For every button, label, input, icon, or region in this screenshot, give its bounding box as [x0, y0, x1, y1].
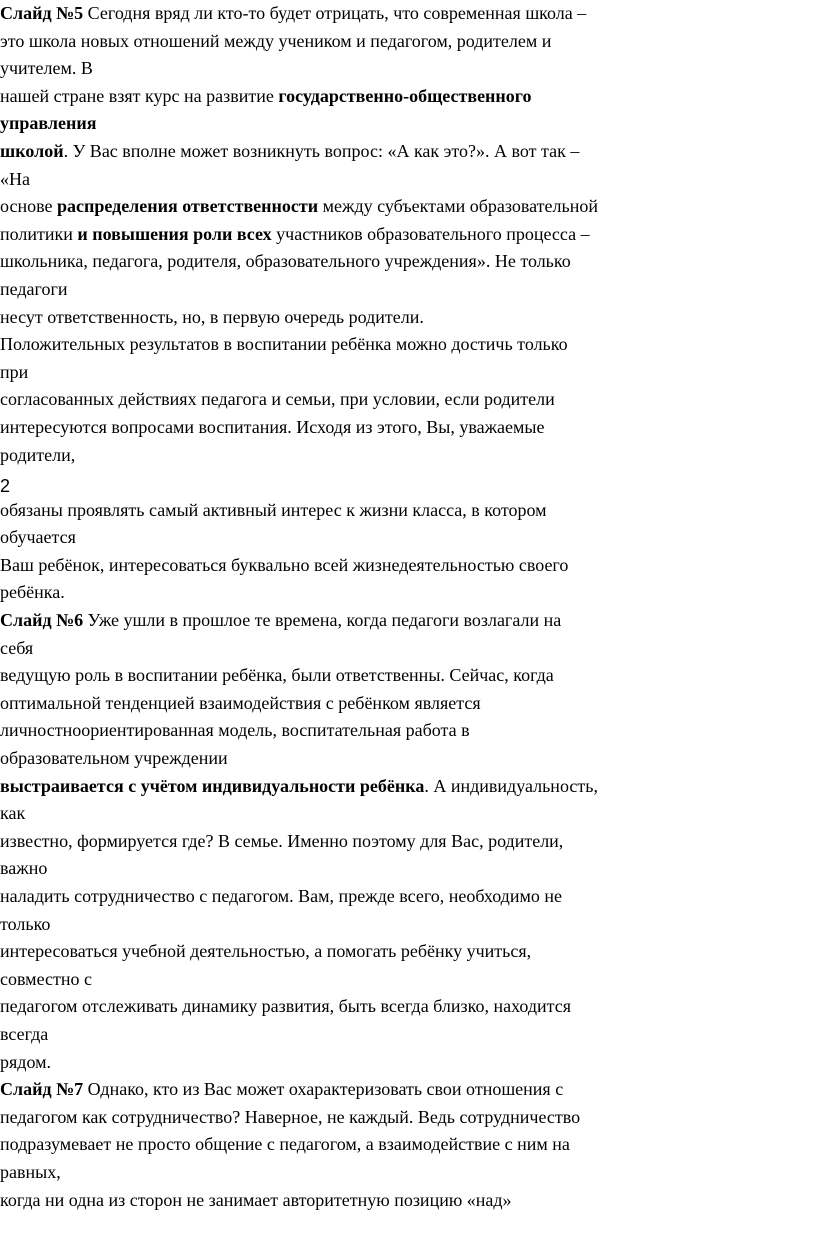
- text-segment: всегда: [0, 1023, 49, 1044]
- text-line: [0, 359, 816, 387]
- bold-text: и повышения роли всех: [77, 223, 272, 244]
- text-segment: интересуются вопросами воспитания. Исходя из этого, Вы, уважаемые: [0, 416, 545, 437]
- text-line: [0, 442, 816, 470]
- text-segment: Однако, кто из Вас может охарактеризовать свои отношения с: [83, 1079, 564, 1100]
- text-segment: рядом.: [0, 1051, 51, 1072]
- text-line: [0, 414, 816, 442]
- text-line: [0, 745, 816, 773]
- text-line: [0, 304, 816, 332]
- text-segment: как: [0, 803, 26, 824]
- text-line: [0, 828, 816, 856]
- text-line: [0, 635, 816, 663]
- text-segment: школьника, педагога, родителя, образовательного учреждения». Не только: [0, 251, 571, 272]
- bold-text: школой: [0, 140, 64, 161]
- text-line: [0, 800, 816, 828]
- text-segment: образовательном учреждении: [0, 748, 228, 769]
- text-segment: педагогом как сотрудничество? Наверное, не каждый. Ведь сотрудничество: [0, 1106, 581, 1127]
- page-number: 2: [0, 476, 11, 497]
- text-segment: только: [0, 913, 51, 934]
- text-line: [0, 83, 816, 111]
- text-line: [0, 938, 816, 966]
- text-line: [0, 1076, 816, 1104]
- text-line: [0, 773, 816, 801]
- text-line: [0, 690, 816, 718]
- text-segment: Ваш ребёнок, интересоваться буквально всей жизнедеятельностью своего: [0, 554, 569, 575]
- text-line: [0, 497, 816, 525]
- text-segment: оптимальной тенденцией взаимодействия с ребёнком является: [0, 692, 481, 713]
- bold-text: Слайд №7: [0, 1079, 84, 1100]
- text-line: [0, 28, 816, 56]
- bold-text: государственно-общественного: [278, 85, 532, 106]
- text-line: [0, 221, 816, 249]
- text-segment: . А индивидуальность,: [424, 775, 598, 796]
- bold-text: распределения ответственности: [56, 196, 319, 217]
- bold-text: управления: [0, 113, 97, 134]
- text-line: [0, 248, 816, 276]
- text-segment: подразумевает не просто общение с педагогом, а взаимодействие с ним на: [0, 1134, 570, 1155]
- text-line: [0, 386, 816, 414]
- text-segment: ведущую роль в воспитании ребёнка, были ответственны. Сейчас, когда: [0, 665, 554, 686]
- text-segment: педагоги: [0, 278, 68, 299]
- bold-text: Слайд №6: [0, 610, 84, 631]
- text-line: [0, 911, 816, 939]
- text-segment: политики: [0, 223, 78, 244]
- text-segment: известно, формируется где? В семье. Именно поэтому для Вас, родители,: [0, 830, 564, 851]
- text-segment: нашей стране взят курс на развитие: [0, 85, 279, 106]
- text-segment: участников образовательного процесса –: [271, 223, 590, 244]
- text-segment: при: [0, 361, 29, 382]
- text-line: [0, 883, 816, 911]
- text-line: [0, 276, 816, 304]
- text-segment: обучается: [0, 527, 76, 548]
- text-segment: основе: [0, 196, 57, 217]
- text-line: [0, 110, 816, 138]
- text-line: [0, 1104, 816, 1132]
- text-segment: важно: [0, 858, 48, 879]
- text-line: [0, 166, 816, 194]
- text-segment: интересоваться учебной деятельностью, а помогать ребёнку учиться,: [0, 941, 532, 962]
- text-line: [0, 717, 816, 745]
- text-line: [0, 607, 816, 635]
- text-line: [0, 855, 816, 883]
- text-segment: согласованных действиях педагога и семьи, при условии, если родители: [0, 389, 555, 410]
- text-segment: учителем. В: [0, 58, 93, 79]
- text-segment: это школа новых отношений между учеником и педагогом, родителем и: [0, 30, 552, 51]
- text-segment: когда ни одна из сторон не занимает авторитетную позицию «над»: [0, 1189, 512, 1210]
- bold-text: выстраивается с учётом индивидуальности ребёнка: [0, 775, 425, 796]
- text-line: [0, 138, 816, 166]
- text-line: [0, 1131, 816, 1159]
- text-line: [0, 193, 816, 221]
- text-line: [0, 1021, 816, 1049]
- text-segment: себя: [0, 637, 34, 658]
- text-segment: . У Вас вполне может возникнуть вопрос: «А как это?». А вот так –: [63, 140, 580, 161]
- text-segment: обязаны проявлять самый активный интерес к жизни класса, в котором: [0, 499, 547, 520]
- bold-text: Слайд №5: [0, 3, 84, 23]
- text-line: [0, 524, 816, 552]
- text-segment: ребёнка.: [0, 582, 65, 603]
- text-line: [0, 662, 816, 690]
- text-segment: между субъектами образовательной: [318, 196, 598, 217]
- text-line: [0, 0, 816, 28]
- text-segment: Уже ушли в прошлое те времена, когда педагоги возлагали на: [83, 610, 562, 631]
- text-segment: совместно с: [0, 968, 92, 989]
- text-segment: наладить сотрудничество с педагогом. Вам, прежде всего, необходимо не: [0, 886, 562, 906]
- text-line: [0, 55, 816, 83]
- text-segment: родители,: [0, 444, 76, 465]
- text-segment: личностноориентированная модель, воспитательная работа в: [0, 720, 470, 741]
- text-line: [0, 331, 816, 359]
- text-line: [0, 469, 816, 497]
- text-line: [0, 1049, 816, 1077]
- text-segment: «На: [0, 168, 30, 189]
- text-line: [0, 1159, 816, 1187]
- text-segment: несут ответственность, но, в первую очередь родители.: [0, 306, 424, 327]
- text-line: [0, 993, 816, 1021]
- text-line: [0, 966, 816, 994]
- text-segment: педагогом отслеживать динамику развития, быть всегда близко, находится: [0, 996, 572, 1017]
- text-segment: равных,: [0, 1161, 61, 1182]
- text-segment: Сегодня вряд ли кто-то будет отрицать, что современная школа –: [83, 3, 587, 23]
- text-segment: Положительных результатов в воспитании ребёнка можно достичь только: [0, 334, 568, 355]
- text-line: [0, 579, 816, 607]
- text-line: [0, 1187, 816, 1215]
- text-line: [0, 552, 816, 580]
